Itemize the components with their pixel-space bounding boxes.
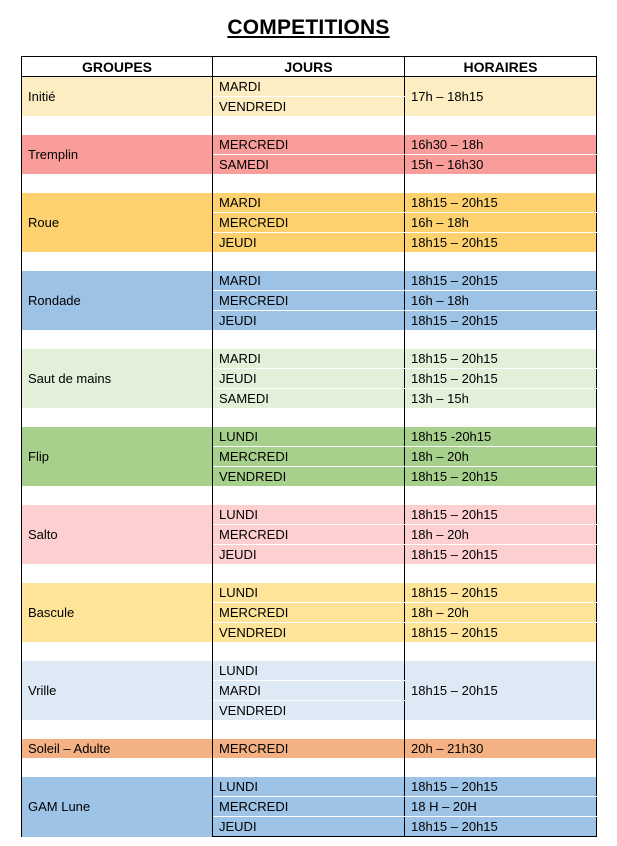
time-cell: 16h30 – 18h <box>405 135 597 155</box>
time-cell: 18h15 – 20h15 <box>405 545 597 565</box>
separator-cell <box>22 564 213 583</box>
time-cell: 13h – 15h <box>405 389 597 409</box>
group-name: Rondade <box>22 271 213 330</box>
page-title: COMPETITIONS <box>227 16 390 39</box>
time-cell: 18h15 – 20h15 <box>405 311 597 331</box>
table-row <box>22 583 597 603</box>
day-cell: VENDREDI <box>213 467 405 487</box>
day-cell: LUNDI <box>213 661 405 681</box>
separator-cell <box>22 642 213 661</box>
table-row <box>22 349 597 369</box>
time-cell: 20h – 21h30 <box>405 739 597 758</box>
table-row <box>22 135 597 155</box>
separator-cell <box>22 252 213 271</box>
day-cell: VENDREDI <box>213 97 405 117</box>
day-cell: MERCREDI <box>213 447 405 467</box>
day-cell: MARDI <box>213 271 405 291</box>
day-cell: LUNDI <box>213 427 405 447</box>
day-cell: MERCREDI <box>213 135 405 155</box>
time-cell: 18h15 – 20h15 <box>405 349 597 369</box>
day-cell: LUNDI <box>213 583 405 603</box>
separator-cell <box>405 116 597 135</box>
time-cell: 18h15 – 20h15 <box>405 271 597 291</box>
time-cell: 18h15 – 20h15 <box>405 369 597 389</box>
time-cell: 18h15 – 20h15 <box>405 777 597 797</box>
time-cell: 18h15 – 20h15 <box>405 233 597 253</box>
day-cell: MERCREDI <box>213 739 405 758</box>
day-cell: JEUDI <box>213 545 405 565</box>
separator-cell <box>405 252 597 271</box>
separator-row <box>22 720 597 739</box>
group-name: Tremplin <box>22 135 213 174</box>
group-name: Roue <box>22 193 213 252</box>
table-row <box>22 777 597 797</box>
day-cell: JEUDI <box>213 233 405 253</box>
separator-cell <box>22 720 213 739</box>
time-cell <box>405 661 597 681</box>
day-cell: VENDREDI <box>213 701 405 721</box>
table-row <box>22 193 597 213</box>
day-cell: MERCREDI <box>213 797 405 817</box>
separator-cell <box>405 408 597 427</box>
separator-cell <box>22 116 213 135</box>
separator-row <box>22 116 597 135</box>
day-cell: MARDI <box>213 681 405 701</box>
header-horaires: HORAIRES <box>405 57 597 77</box>
time-cell: 18h15 – 20h15 <box>405 505 597 525</box>
time-cell: 18h15 -20h15 <box>405 427 597 447</box>
day-cell: MERCREDI <box>213 291 405 311</box>
separator-cell <box>405 486 597 505</box>
day-cell: JEUDI <box>213 369 405 389</box>
day-cell: LUNDI <box>213 505 405 525</box>
time-cell: 16h – 18h <box>405 213 597 233</box>
separator-cell <box>405 642 597 661</box>
separator-cell <box>405 174 597 193</box>
group-name: Bascule <box>22 583 213 642</box>
day-cell: MARDI <box>213 349 405 369</box>
day-cell: JEUDI <box>213 817 405 837</box>
table-row <box>22 271 597 291</box>
time-cell: 18h – 20h <box>405 603 597 623</box>
table-row <box>22 505 597 525</box>
table-row <box>22 739 597 758</box>
separator-cell <box>22 408 213 427</box>
time-cell: 18 H – 20H <box>405 797 597 817</box>
time-cell: 18h15 – 20h15 <box>405 583 597 603</box>
separator-cell <box>213 330 405 349</box>
group-name: Vrille <box>22 661 213 720</box>
time-cell: 17h – 18h15 <box>405 77 597 117</box>
separator-cell <box>213 116 405 135</box>
group-name: Salto <box>22 505 213 564</box>
separator-row <box>22 252 597 271</box>
time-cell: 18h15 – 20h15 <box>405 623 597 643</box>
separator-cell <box>405 564 597 583</box>
day-cell: LUNDI <box>213 777 405 797</box>
time-cell: 18h15 – 20h15 <box>405 817 597 837</box>
separator-row <box>22 758 597 777</box>
table-row <box>22 77 597 97</box>
separator-row <box>22 408 597 427</box>
group-name: GAM Lune <box>22 777 213 837</box>
separator-cell <box>213 252 405 271</box>
group-name: Initié <box>22 77 213 117</box>
separator-cell <box>22 758 213 777</box>
separator-cell <box>405 720 597 739</box>
table-row <box>22 661 597 681</box>
separator-cell <box>213 564 405 583</box>
day-cell: SAMEDI <box>213 389 405 409</box>
separator-cell <box>213 758 405 777</box>
separator-cell <box>213 408 405 427</box>
separator-row <box>22 564 597 583</box>
day-cell: MARDI <box>213 193 405 213</box>
separator-row <box>22 486 597 505</box>
table-row <box>22 427 597 447</box>
day-cell: MARDI <box>213 77 405 97</box>
separator-cell <box>22 486 213 505</box>
separator-cell <box>22 174 213 193</box>
time-cell: 15h – 16h30 <box>405 155 597 175</box>
day-cell: JEUDI <box>213 311 405 331</box>
time-cell: 18h15 – 20h15 <box>405 467 597 487</box>
day-cell: MERCREDI <box>213 213 405 233</box>
competitions-table <box>21 56 597 837</box>
separator-row <box>22 330 597 349</box>
time-cell: 16h – 18h <box>405 291 597 311</box>
separator-row <box>22 174 597 193</box>
header-groupes: GROUPES <box>22 57 213 77</box>
group-name: Soleil – Adulte <box>22 739 213 758</box>
time-cell: 18h – 20h <box>405 525 597 545</box>
separator-row <box>22 642 597 661</box>
day-cell: MERCREDI <box>213 525 405 545</box>
separator-cell <box>405 758 597 777</box>
separator-cell <box>213 720 405 739</box>
header-jours: JOURS <box>213 57 405 77</box>
day-cell: VENDREDI <box>213 623 405 643</box>
separator-cell <box>213 174 405 193</box>
separator-cell <box>213 486 405 505</box>
time-cell: 18h15 – 20h15 <box>405 193 597 213</box>
time-cell: 18h15 – 20h15 <box>405 681 597 701</box>
separator-cell <box>22 330 213 349</box>
header-row <box>22 57 597 77</box>
separator-cell <box>405 330 597 349</box>
group-name: Flip <box>22 427 213 486</box>
day-cell: SAMEDI <box>213 155 405 175</box>
time-cell: 18h – 20h <box>405 447 597 467</box>
schedule-body <box>22 77 597 837</box>
separator-cell <box>213 642 405 661</box>
day-cell: MERCREDI <box>213 603 405 623</box>
group-name: Saut de mains <box>22 349 213 408</box>
time-cell <box>405 701 597 721</box>
